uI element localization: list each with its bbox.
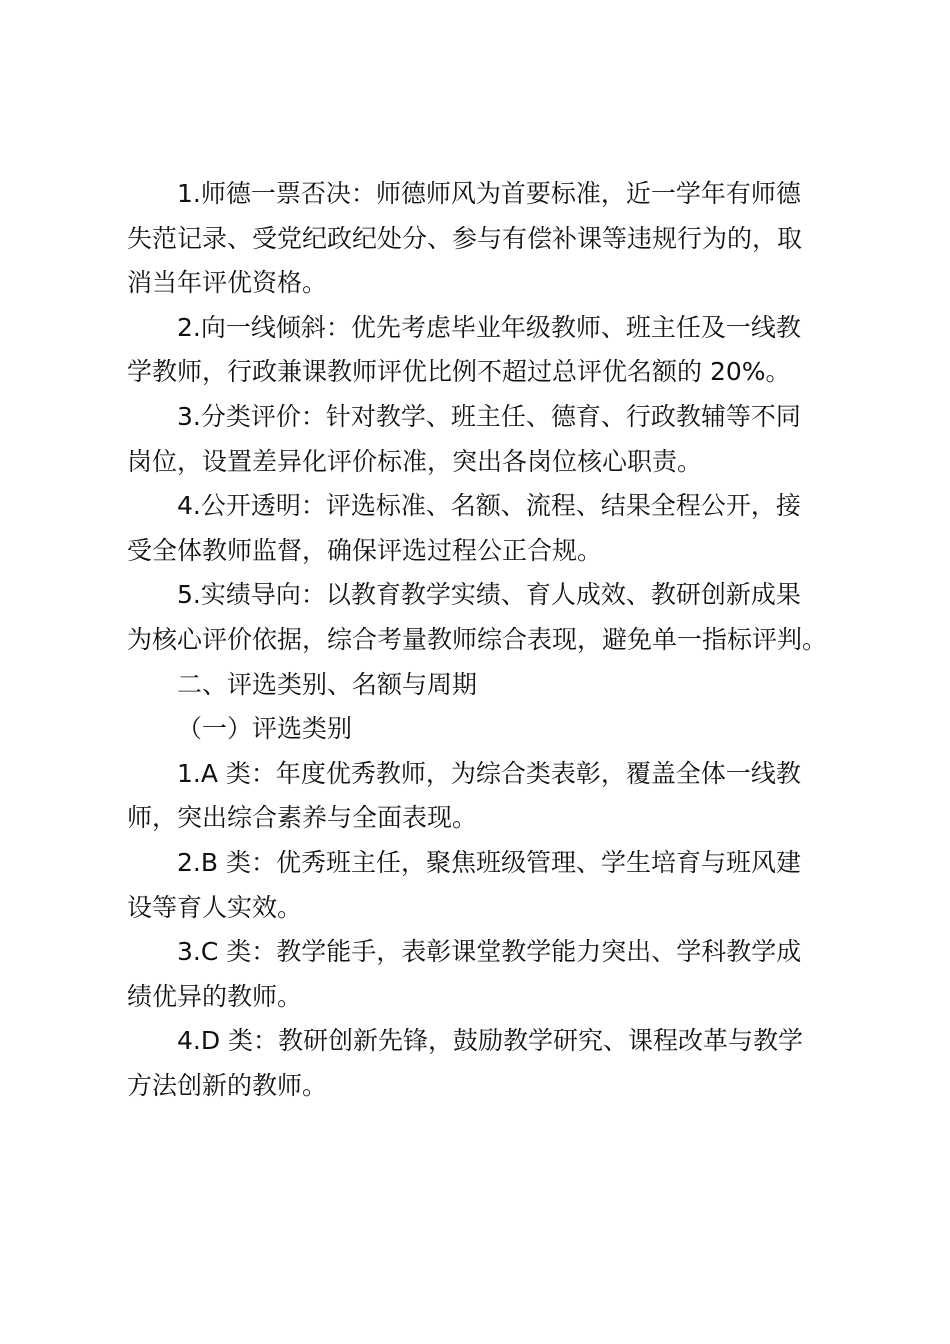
text-line: 失范记录、受党纪政纪处分、参与有偿补课等违规行为的，取 [127, 223, 803, 253]
category-d-paragraph [127, 1019, 827, 1108]
text-line: 岗位，设置差异化评价标准，突出各岗位核心职责。 [127, 446, 703, 476]
text-line: 5.实绩导向：以教育教学实绩、育人成效、教研创新成果 [177, 580, 801, 610]
subsection-heading-text: （一）评选类别 [177, 714, 353, 744]
text-line: 1.A 类：年度优秀教师，为综合类表彰，覆盖全体一线教 [177, 758, 801, 788]
text-line: 4.D 类：教研创新先锋，鼓励教学研究、课程改革与教学 [177, 1026, 804, 1056]
category-a-paragraph [127, 752, 827, 841]
principle-paragraph-5 [127, 573, 827, 662]
principle-paragraph-4 [127, 484, 827, 573]
category-c-paragraph [127, 930, 827, 1019]
text-line: 2.向一线倾斜：优先考虑毕业年级教师、班主任及一线教 [177, 312, 801, 342]
text-line: 消当年评优资格。 [127, 268, 328, 298]
text-line: 2.B 类：优秀班主任，聚焦班级管理、学生培育与班风建 [177, 847, 801, 877]
text-line: 师，突出综合素养与全面表现。 [127, 803, 478, 833]
subsection-heading [127, 707, 827, 752]
text-line: 3.C 类：教学能手，表彰课堂教学能力突出、学科教学成 [177, 937, 802, 967]
principle-paragraph-1 [127, 172, 827, 306]
text-line: 学教师，行政兼课教师评优比例不超过总评优名额的 20%。 [127, 357, 791, 387]
text-line: 受全体教师监督，确保评选过程公正合规。 [127, 535, 603, 565]
text-line: 3.分类评价：针对教学、班主任、德育、行政教辅等不同 [177, 401, 801, 431]
section-heading-text: 二、评选类别、名额与周期 [177, 669, 478, 699]
principle-paragraph-2 [127, 306, 827, 395]
text-line: 设等育人实效。 [127, 892, 303, 922]
text-line: 为核心评价依据，综合考量教师综合表现，避免单一指标评判。 [127, 624, 828, 654]
principle-paragraph-3 [127, 395, 827, 484]
text-line: 4.公开透明：评选标准、名额、流程、结果全程公开，接 [177, 491, 801, 521]
category-b-paragraph [127, 841, 827, 930]
text-line: 方法创新的教师。 [127, 1070, 328, 1100]
document-body [127, 172, 827, 1108]
text-line: 绩优异的教师。 [127, 981, 303, 1011]
text-line: 1.师德一票否决：师德师风为首要标准，近一学年有师德 [177, 179, 801, 208]
section-heading [127, 663, 827, 708]
